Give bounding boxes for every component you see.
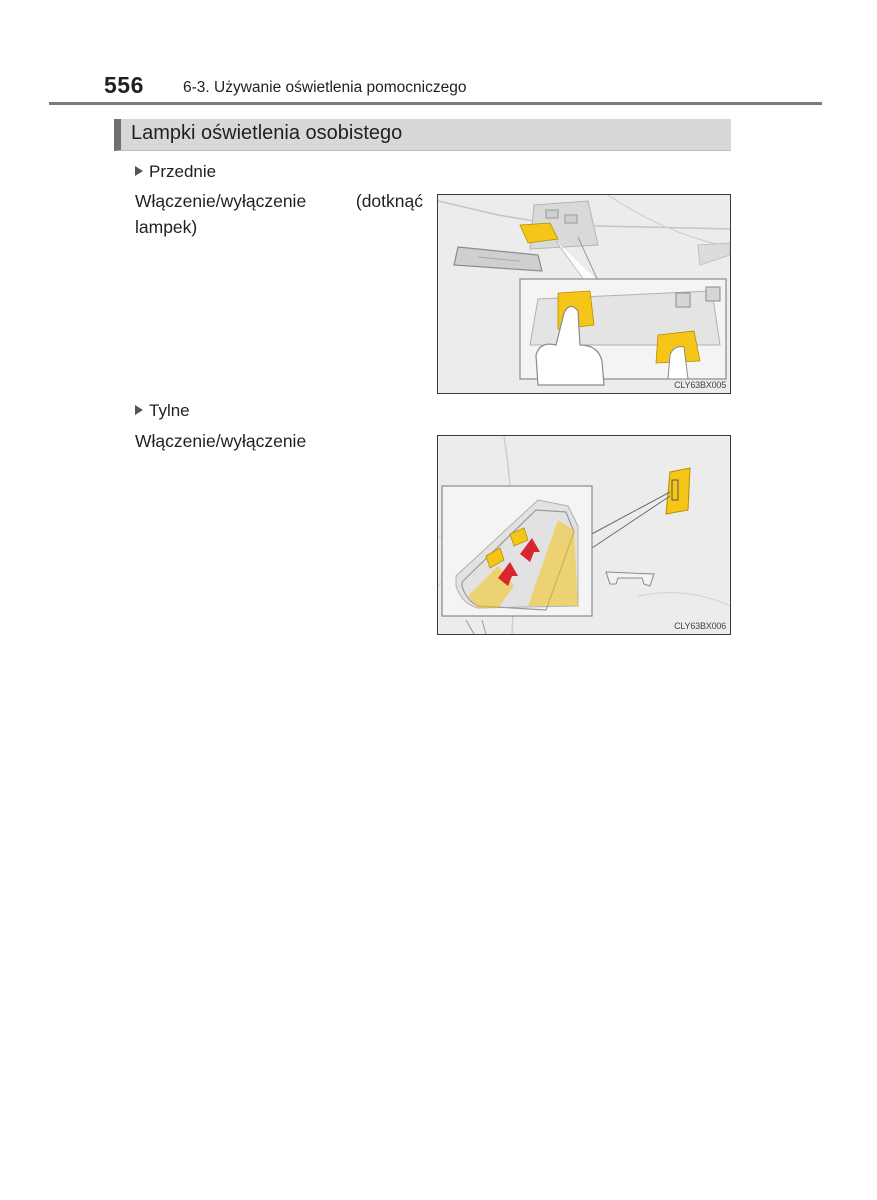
front-description: Włączenie/wyłączenie (dotknąć lampek) xyxy=(135,191,423,237)
front-heading xyxy=(135,162,216,182)
rear-figure-code: CLY63BX006 xyxy=(674,621,726,631)
rear-description: Włączenie/wyłączenie xyxy=(135,431,307,451)
section-title: Lampki oświetlenia osobistego xyxy=(131,122,403,144)
bullet-triangle-icon xyxy=(135,166,143,176)
rear-heading-label: Tylne xyxy=(149,401,190,420)
page-number: 556 xyxy=(104,72,144,98)
front-figure-code: CLY63BX005 xyxy=(674,380,726,390)
rear-heading xyxy=(135,401,190,421)
section-header xyxy=(114,119,731,151)
rear-lamps-illustration xyxy=(438,436,730,634)
rear-lamps-figure xyxy=(437,435,731,635)
front-heading-label: Przednie xyxy=(149,162,217,181)
header-divider xyxy=(49,102,822,105)
bullet-triangle-icon xyxy=(135,405,143,415)
front-lamps-figure xyxy=(437,194,731,394)
front-lamps-illustration xyxy=(438,195,730,393)
chapter-title: 6-3. Używanie oświetlenia pomocniczego xyxy=(183,79,467,96)
